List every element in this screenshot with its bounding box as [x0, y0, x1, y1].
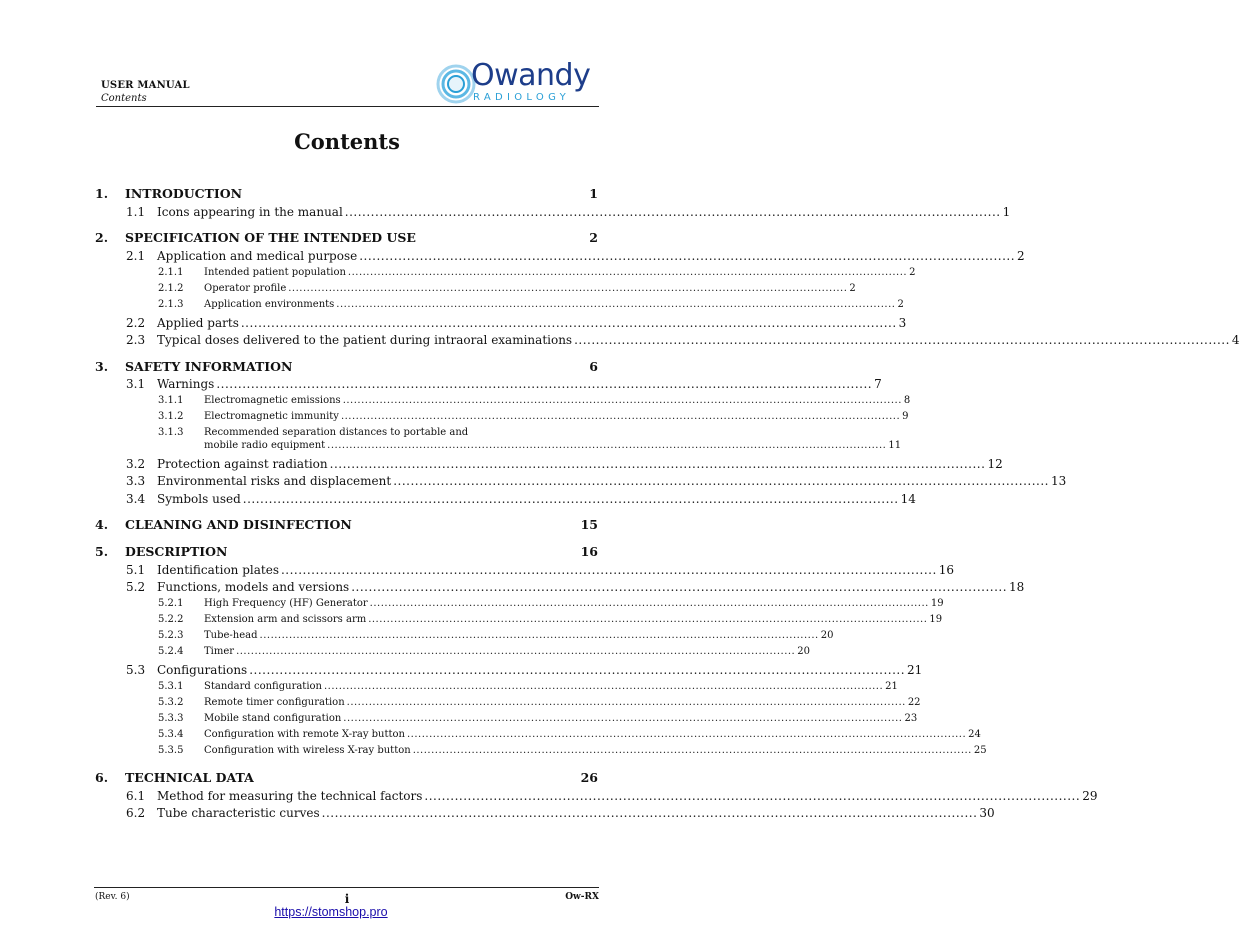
- toc-page: 2: [897, 299, 904, 310]
- toc-title: Extension arm and scissors arm: [204, 614, 367, 625]
- logo-tagline: RADIOLOGY: [473, 92, 571, 103]
- header-divider: [96, 106, 599, 107]
- toc-entry[interactable]: [126, 563, 955, 577]
- toc-entry[interactable]: [126, 457, 1003, 471]
- toc-page: 11: [888, 440, 902, 451]
- toc-title-line-1[interactable]: Recommended separation distances to portable and: [204, 427, 469, 438]
- toc-leader: ........................................................................................................................................................: [280, 563, 937, 577]
- toc-number: 2.1.1: [158, 267, 184, 278]
- toc-title: Configurations: [157, 663, 248, 677]
- toc-number: 3.1.2: [158, 411, 184, 422]
- toc-number: 2.1: [126, 249, 146, 263]
- toc-leader: ........................................................................................................................................................: [236, 646, 796, 657]
- toc-leader: ........................................................................................................................................................: [240, 316, 897, 330]
- toc-leader: ........................................................................................................................................................: [242, 492, 899, 506]
- toc-page: 23: [904, 713, 918, 724]
- toc-entry[interactable]: [126, 377, 882, 391]
- toc-number: 6.1: [126, 789, 146, 803]
- toc-title: Protection against radiation: [157, 457, 328, 471]
- toc-page: 21: [885, 681, 898, 692]
- toc-title: High Frequency (HF) Generator: [204, 598, 368, 609]
- toc-title: Mobile stand configuration: [204, 713, 342, 724]
- toc-entry[interactable]: [158, 614, 943, 625]
- toc-title: Remote timer configuration: [204, 697, 345, 708]
- toc-leader: ........................................................................................................................................................: [259, 630, 819, 641]
- toc-number: 2.3: [126, 333, 146, 347]
- toc-leader: ........................................................................................................................................................: [324, 681, 884, 692]
- toc-title: Warnings: [157, 377, 215, 391]
- toc-title: Functions, models and versions: [157, 580, 350, 594]
- toc-title: Electromagnetic immunity: [204, 411, 339, 422]
- toc-entry[interactable]: [158, 729, 981, 740]
- toc-entry[interactable]: [158, 411, 909, 422]
- toc-leader: ........................................................................................................................................................: [336, 299, 896, 310]
- toc-page: 2: [1017, 249, 1025, 263]
- toc-title: Application and medical purpose: [157, 249, 358, 263]
- toc-entry[interactable]: [126, 316, 907, 330]
- toc-title: Applied parts: [157, 316, 239, 330]
- toc-page: 3: [898, 316, 907, 330]
- toc-entry[interactable]: [95, 230, 598, 245]
- toc-entry[interactable]: [95, 544, 598, 559]
- toc-number: 2.2: [126, 316, 146, 330]
- toc-title: Tube characteristic curves: [157, 806, 320, 820]
- page-title: Contents: [294, 129, 400, 154]
- toc-number: 3.3: [126, 474, 146, 488]
- toc-number: 4.: [95, 517, 109, 532]
- toc-page: 20: [820, 630, 834, 641]
- toc-number: 1.: [95, 186, 109, 201]
- toc-leader: ........................................................................................................................................................: [346, 697, 906, 708]
- toc-page: 1: [589, 186, 598, 201]
- toc-number: 2.1.2: [158, 283, 184, 294]
- toc-leader: ........................................................................................................................................................: [412, 745, 972, 756]
- toc-page: 2: [589, 230, 598, 245]
- toc-entry[interactable]: [158, 745, 987, 756]
- toc-leader: ........................................................................................................................................................: [288, 283, 848, 294]
- header-subtitle: Contents: [101, 93, 147, 104]
- footer-revision: (Rev. 6): [95, 892, 130, 902]
- toc-number: 6.: [95, 770, 109, 785]
- toc-number: 5.3.4: [158, 729, 184, 740]
- toc-entry[interactable]: [158, 283, 856, 294]
- toc-entry[interactable]: [126, 492, 916, 506]
- toc-leader: ........................................................................................................................................................: [393, 474, 1049, 488]
- toc-leader: ........................................................................................................................................................: [347, 267, 908, 278]
- toc-leader: ........................................................................................................................................................: [343, 713, 903, 724]
- toc-page: 12: [987, 457, 1003, 471]
- toc-title: DESCRIPTION: [125, 544, 228, 559]
- toc-page: 24: [968, 729, 981, 740]
- toc-title: Electromagnetic emissions: [204, 395, 341, 406]
- toc-entry[interactable]: [158, 395, 911, 406]
- toc-leader: ........................................................................................................................................................: [340, 411, 901, 422]
- toc-page: 4: [1231, 333, 1240, 347]
- toc-page: 9: [902, 411, 909, 422]
- toc-leader: ........................................................................................................................................................: [216, 377, 873, 391]
- toc-page: 2: [849, 283, 856, 294]
- toc-entry[interactable]: [204, 440, 902, 451]
- toc-number: 2.: [95, 230, 109, 245]
- toc-page: 25: [973, 745, 987, 756]
- toc-leader: ........................................................................................................................................................: [369, 598, 929, 609]
- toc-page: 2: [909, 267, 916, 278]
- toc-number: 5.: [95, 544, 109, 559]
- toc-entry[interactable]: [158, 267, 916, 278]
- toc-title-line-2: mobile radio equipment: [204, 440, 326, 451]
- toc-title: INTRODUCTION: [125, 186, 243, 201]
- toc-leader: ........................................................................................................................................................: [407, 729, 967, 740]
- logo-wordmark: Owandy: [471, 58, 591, 93]
- toc-entry[interactable]: [158, 598, 944, 609]
- toc-page: 13: [1051, 474, 1067, 488]
- toc-entry[interactable]: [158, 646, 810, 657]
- toc-title: Symbols used: [157, 492, 241, 506]
- toc-number: 3.4: [126, 492, 146, 506]
- toc-leader: ........................................................................................................................................................: [342, 395, 902, 406]
- toc-title: Tube-head: [204, 630, 258, 641]
- toc-entry[interactable]: [126, 580, 1025, 594]
- toc-number: 1.1: [126, 205, 146, 219]
- toc-number: 3.: [95, 359, 109, 374]
- toc-number: 5.3.5: [158, 745, 184, 756]
- toc-title: TECHNICAL DATA: [125, 770, 254, 785]
- toc-number: 5.3.3: [158, 713, 184, 724]
- toc-entry[interactable]: [126, 249, 1025, 263]
- toc-page: 20: [797, 646, 810, 657]
- toc-page: 18: [1009, 580, 1025, 594]
- toc-title: Application environments: [204, 299, 335, 310]
- toc-title: Icons appearing in the manual: [157, 205, 343, 219]
- toc-entry[interactable]: [95, 770, 598, 785]
- toc-number: 5.2.3: [158, 630, 184, 641]
- toc-title: SPECIFICATION OF THE INTENDED USE: [125, 230, 416, 245]
- toc-number: 5.3.1: [158, 681, 184, 692]
- toc-number: 3.2: [126, 457, 146, 471]
- toc-leader: ........................................................................................................................................................: [327, 440, 887, 451]
- toc-title: Method for measuring the technical factors: [157, 789, 423, 803]
- toc-title: CLEANING AND DISINFECTION: [125, 517, 352, 532]
- toc-entry[interactable]: [158, 697, 921, 708]
- toc-leader: ........................................................................................................................................................: [368, 614, 928, 625]
- toc-leader: ........................................................................................................................................................: [351, 580, 1008, 594]
- toc-page: 16: [580, 544, 598, 559]
- toc-page: 16: [938, 563, 955, 577]
- toc-title: Timer: [204, 646, 235, 657]
- toc-number: 3.1: [126, 377, 146, 391]
- toc-number: 5.3: [126, 663, 146, 677]
- toc-number: 3.1.1: [158, 395, 184, 406]
- toc-page: 26: [580, 770, 598, 785]
- toc-page: 7: [874, 377, 882, 391]
- toc-entry[interactable]: [126, 474, 1067, 488]
- toc-entry[interactable]: [158, 299, 904, 310]
- toc-number: 5.2: [126, 580, 146, 594]
- toc-number: 5.2.1: [158, 598, 184, 609]
- toc-title: Typical doses delivered to the patient during intraoral examinations: [157, 333, 573, 347]
- toc-number: 5.2.4: [158, 646, 184, 657]
- toc-number: 3.1.3: [158, 427, 184, 438]
- toc-entry[interactable]: [126, 205, 1011, 219]
- toc-entry[interactable]: [126, 663, 923, 677]
- footer-link[interactable]: https://stomshop.pro: [274, 905, 388, 919]
- toc-page: 19: [930, 598, 944, 609]
- header-title: USER MANUAL: [101, 80, 190, 91]
- footer-page-number: i: [344, 892, 350, 906]
- toc-number: 6.2: [126, 806, 146, 820]
- footer-divider: [94, 887, 599, 888]
- toc-leader: ........................................................................................................................................................: [249, 663, 906, 677]
- toc-leader: ........................................................................................................................................................: [359, 249, 1016, 263]
- toc-page: 14: [900, 492, 916, 506]
- toc-title: Environmental risks and displacement: [157, 474, 392, 488]
- toc-entry[interactable]: [126, 806, 995, 820]
- toc-page: 1: [1002, 205, 1011, 219]
- toc-title: Intended patient population: [204, 267, 346, 278]
- toc-entry[interactable]: [158, 630, 834, 641]
- toc-entry[interactable]: [158, 681, 898, 692]
- toc-page: 15: [580, 517, 598, 532]
- toc-number: 5.1: [126, 563, 146, 577]
- toc-page: 22: [907, 697, 921, 708]
- toc-entry[interactable]: [95, 359, 598, 374]
- toc-page: 8: [903, 395, 911, 406]
- toc-entry[interactable]: [126, 789, 1098, 803]
- toc-leader: ........................................................................................................................................................: [344, 205, 1001, 219]
- toc-leader: ........................................................................................................................................................: [321, 806, 978, 820]
- toc-title: Identification plates: [157, 563, 279, 577]
- toc-entry[interactable]: [126, 333, 1240, 347]
- owandy-logo-mark-icon: [436, 64, 476, 104]
- toc-page: 29: [1082, 789, 1098, 803]
- toc-number: 5.3.2: [158, 697, 184, 708]
- toc-leader: ........................................................................................................................................................: [574, 333, 1230, 347]
- toc-entry[interactable]: [95, 517, 598, 532]
- toc-title: Operator profile: [204, 283, 287, 294]
- toc-page: 6: [589, 359, 598, 374]
- toc-page: 30: [979, 806, 995, 820]
- toc-page: 19: [929, 614, 943, 625]
- footer-product-code: Ow-RX: [565, 892, 599, 902]
- toc-number: 5.2.2: [158, 614, 184, 625]
- toc-title: Configuration with wireless X-ray button: [204, 745, 411, 756]
- toc-leader: ........................................................................................................................................................: [329, 457, 986, 471]
- toc-title: Standard configuration: [204, 681, 322, 692]
- toc-entry[interactable]: [158, 713, 918, 724]
- toc-page: 21: [907, 663, 923, 677]
- toc-entry[interactable]: [95, 186, 598, 201]
- toc-number: 2.1.3: [158, 299, 184, 310]
- toc-title: SAFETY INFORMATION: [125, 359, 293, 374]
- toc-leader: ........................................................................................................................................................: [424, 789, 1081, 803]
- toc-title: Configuration with remote X-ray button: [204, 729, 405, 740]
